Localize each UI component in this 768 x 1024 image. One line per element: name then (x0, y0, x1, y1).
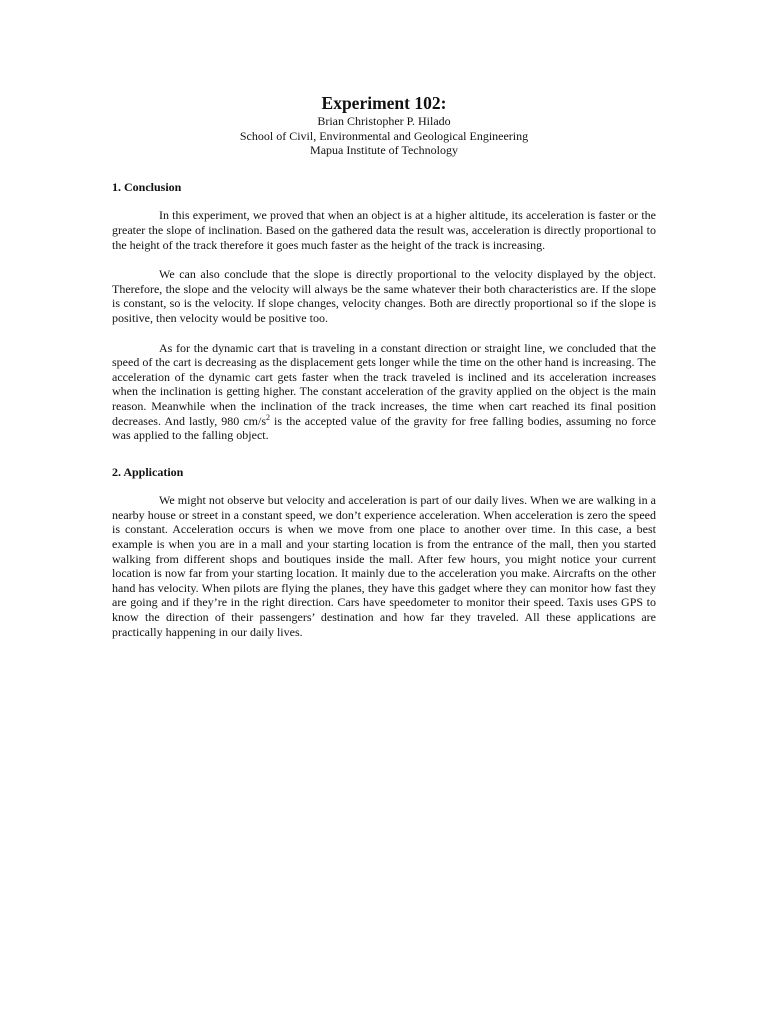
section-heading-application: 2. Application (112, 464, 184, 479)
document-title: Experiment 102: (321, 93, 447, 113)
paragraph: In this experiment, we proved that when an object is at a higher altitude, its acceleration is faster or the greater the slope of inclination. Based on the gathered data the result was, acceleration is directly proportional to the height of the track therefore it goes much faster as the height of the track is increasing. (112, 208, 656, 252)
paragraph (112, 341, 656, 443)
superscript-exponent: 2 (266, 412, 270, 422)
institution-name: Mapua Institute of Technology (310, 143, 458, 158)
author-name: Brian Christopher P. Hilado (317, 114, 451, 128)
section-conclusion (112, 180, 656, 443)
document-page (112, 88, 656, 654)
section-heading-conclusion: 1. Conclusion (112, 179, 182, 194)
paragraph: We might not observe but velocity and acceleration is part of our daily lives. When we are walking in a nearby house or street in a constant speed, we don’t experience acceleration. When acceleration is zero the speed is constant. Acceleration occurs is when we move from one place to another over time. In this case, a best example is when you are in a mall and your starting location is from the entrance of the mall, then you started walking from different shops and boutiques inside the mall. After few hours, you might notice your current location is now far from your starting location. It mainly due to the acceleration you make. Aircrafts on the other hand has velocity. When pilots are flying the planes, they have this gadget where they can monitor how fast they are going and if they’re in the right direction. Cars have speedometer to monitor their speed. Taxis uses GPS to know the direction of their passengers’ destination and how far they traveled. All these applications are practically happening in our daily lives. (112, 493, 656, 639)
school-name: School of Civil, Environmental and Geological Engineering (239, 128, 529, 143)
paragraph-text: As for the dynamic cart that is traveling in a constant direction or straight line, we concluded that the speed of the cart is decreasing as the displacement gets longer while the time on the other hand is increasing. The acceleration of the dynamic cart gets faster when the track traveled is inclined and its acceleration increases when the inclination is getting higher. The constant acceleration of the gravity applied on the object is the main reason. Meanwhile when the inclination of the track increases, the time when cart reached its final position decreases. And lastly, 980 cm/s (112, 340, 656, 428)
document-header (112, 92, 656, 158)
section-application (112, 465, 656, 640)
paragraph-text: is the accepted value of the gravity for free falling bodies, assuming no force was applied to the falling object. (112, 413, 657, 443)
paragraph: We can also conclude that the slope is directly proportional to the velocity displayed by the object. Therefore, the slope and the velocity will always be the same whatever their both characteristics are. If the slope is constant, so is the velocity. If slope changes, velocity changes. Both are directly proportional so if the slope is positive, then velocity would be positive too. (112, 267, 656, 325)
